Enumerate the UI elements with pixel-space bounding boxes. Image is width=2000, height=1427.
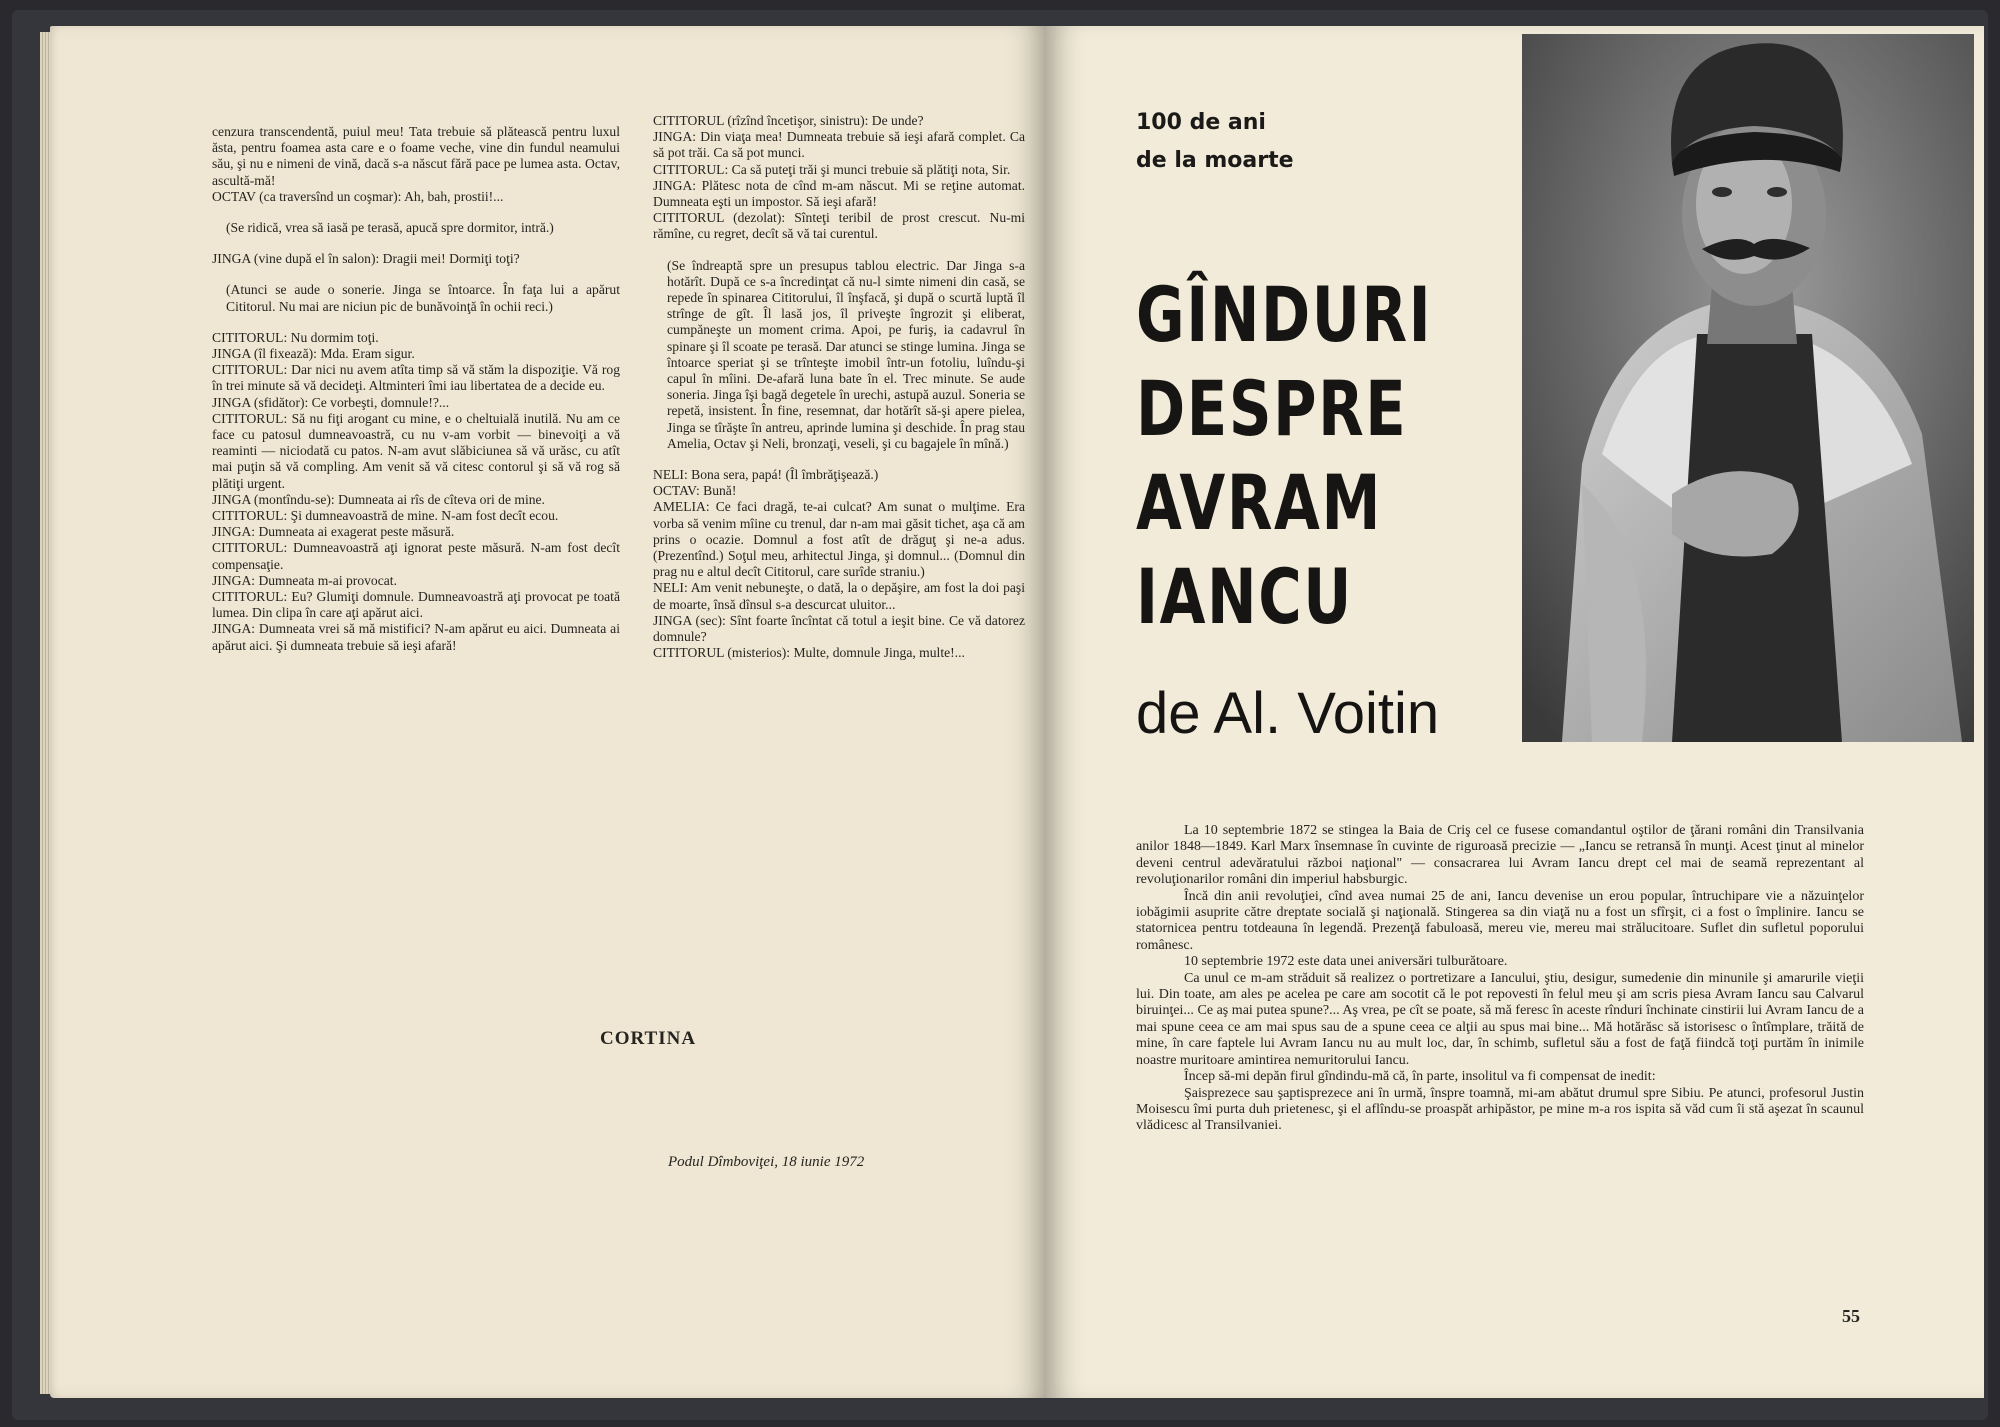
signoff-place-date: Podul Dîmboviţei, 18 iunie 1972 [668,1154,865,1170]
kicker [1136,104,1294,180]
article-paragraph: 10 septembrie 1972 este data unei aniversări tulburătoare. [1184,954,1508,970]
title-line-2: DESPRE [1136,364,1408,453]
article-title [1136,268,1516,644]
byline: de Al. Voitin [1136,681,1440,746]
dialogue-line: CITITORUL (misterios): Multe, domnule Jinga, multe!... [653,645,965,661]
play-text-column-left [212,124,620,654]
stage-direction: (Atunci se aude o sonerie. Jinga se întoarce. În faţa lui a apărut Cititorul. Nu mai are niciun pic de bunăvoinţă în ochii reci.) [226,282,620,314]
stage-direction: (Se îndreaptă spre un presupus tablou electric. Dar Jinga s-a hotărît. După ce s-a încredinţat că nu-l simte nimeni din casă, se repede în spinarea Cititorului, îl înşfacă, şi după o scurtă luptă îl strînge de gît. Îl lasă jos, îl priveşte îngrozit şi eliberat, cumpăneşte un moment crima. Apoi, pe furiş, ia cadavrul în spinare şi îl scoate pe terasă. Dar atunci se stinge lumina. Jinga se întoarce speriat şi se trînteşte imobil într-un fotoliu, luîndu-şi capul în mîini. De-afară luna bate în el. Trec minute. Se aude soneria. Jinga îşi bagă degetele în urechi, astupă auzul. Soneria se repetă, insistent. În fine, resemnat, dar hotărît să-şi apere pielea, Jinga se tîrăşte în antreu, aprinde lumina şi deschide. În prag stau Amelia, Octav şi Neli, bronzaţi, veseli, şi cu bagajele în mînă.) [667,257,1025,451]
page-number: 55 [1842,1306,1860,1326]
dialogue-line: JINGA (sec): Sînt foarte încîntat că totul a ieşit bine. Ce vă datorez domnule? [653,612,1025,645]
article-paragraph: Şaisprezece sau şaptisprezece ani în urmă, înspre toamnă, mi-am abătut drumul spre Sibiu. Pe atunci, profesorul Justin Moisescu îmi purta duh prietenesc, şi el aflîndu-se proaspăt arhipăstor, pe mine m-a ros ispita să văd cum îi stă aşezat în scaunul vlădicesc al Transilvaniei. [1136,1085,1864,1134]
dialogue-line: JINGA (îl fixează): Mda. Eram sigur. [212,346,415,362]
kicker-line-2: de la moarte [1136,148,1294,173]
stage-direction: (Se ridică, vrea să iasă pe terasă, apucă spre dormitor, intră.) [226,220,554,236]
dialogue-line: JINGA (vine după el în salon): Dragii mei! Dormiţi toţi? [212,251,520,267]
dialogue-line: CITITORUL: Să nu fiţi arogant cu mine, e o cheltuială inutilă. Nu am ce face cu patosul dumneavoastră, cu nu v-am vorbit — binevoiţi a vă reaminti — niciodată cu patos. N-am avut slăbiciunea să vă urăsc, cu atît mai puţin să vă compling. Am venit să vă citesc contorul şi să vă rog să plătiţi urgent. [212,410,620,491]
dialogue-line: CITITORUL: Dumneavoastră aţi ignorat peste măsură. N-am fost decît compensaţie. [212,540,620,572]
play-text-column-right [653,113,1025,662]
title-line-4: IANCU [1136,552,1353,641]
dialogue-line: CITITORUL: Ca să puteţi trăi şi munci trebuie să plătiţi nota, Sir. [653,161,1011,177]
dialogue-line: JINGA: Dumneata m-ai provocat. [212,572,397,588]
article-paragraph: Încă din anii revoluţiei, cînd avea numai 25 de ani, Iancu devenise un erou popular, întruchipare vie a năzuinţelor iobăgimii asuprite către dreptate socială şi naţională. Stingerea sa din viaţă nu a fost un sfîrşit, ci a fost o împlinire. Iancu se statornicea pentru totdeauna în legendă. Prezenţă fabuloasă, mereu vie, mereu mai strălucitoare. Suflet din sufletul poporului românesc. [1136,888,1864,953]
curtain-label: CORTINA [600,1028,697,1049]
dialogue-line: CITITORUL: Nu dormim toţi. [212,329,379,345]
dialogue-line: JINGA: Din viaţa mea! Dumneata trebuie să ieşi afară complet. Ca să pot trăi. Ca să pot munci. [653,129,1025,161]
dialogue-line: JINGA (sfidător): Ce vorbeşti, domnule!?... [212,394,450,410]
article-paragraph: Ca unul ce m-am străduit să realizez o portretizare a Iancului, ştiu, desigur, sumedenie din minunile şi amarurile vieţii lui. Din toate, am ales pe acelea pe care am socotit că le pot repovesti în felul meu şi am scris piesa Avram Iancu sau Calvarul biruinţei... Ce aş mai putea spune?... Aş vrea, pe cît se poate, să mă feresc în aceste rînduri închinate cinstirii lui Avram Iancu de a mai spune ceea ce am mai spus sau de a spune ceea ce alţii au spus mai bine... Mă hotărăsc să istorisesc o întîmplare, trăită de mine, în care faptele lui Avram Iancu nu au mult loc, dar, în schimb, sufletul său a fost de faţă fiindcă toţi purtăm în inimile noastre muritoare amintirea nemuritorului Iancu. [1136,970,1864,1068]
portrait-illustration [1522,34,1974,742]
dialogue-line: NELI: Bona sera, papá! (Îl îmbrăţişează.) [653,467,879,483]
dialogue-line: AMELIA: Ce faci dragă, te-ai culcat? Am sunat o mulţime. Era vorba să venim mîine cu trenul, dar n-am mai găsit tichet, aşa că am prins o ocazie. Domnul a fost atît de drăguţ şi ne-a adus. (Prezentînd.) Soţul meu, arhitectul Jinga, şi domnul... (Domnul din prag nu e altul decît Cititorul, care surîde straniu.) [653,499,1025,580]
dialogue-line: NELI: Am venit nebuneşte, o dată, la o depăşire, am fost la doi paşi de moarte, însă dînsul s-a descurcat uluitor... [653,580,1025,612]
dialogue-line: OCTAV (ca traversînd un coşmar): Ah, bah, prostii!... [212,188,504,204]
title-line-3: AVRAM [1136,458,1383,547]
dialogue-line: CITITORUL (dezolat): Sînteţi teribil de prost crescut. Nu-mi rămîne, cu regret, decît să vă tai curentul. [653,210,1025,242]
dialogue-line: CITITORUL (rîzînd încetişor, sinistru): De unde? [653,113,924,128]
dialogue-line: JINGA (montîndu-se): Dumneata ai rîs de cîteva ori de mine. [212,491,545,507]
dialogue-line: JINGA: Dumneata ai exagerat peste măsură. [212,524,455,540]
dialogue-line: JINGA: Plătesc nota de cînd m-am născut. Mi se reţine automat. Dumneata eşti un impostor. Să ieşi afară! [653,177,1025,210]
article-paragraph: Încep să-mi depăn firul gîndindu-mă că, în parte, insolitul va fi compensat de inedit: [1184,1069,1656,1085]
dialogue-line: JINGA: Dumneata vrei să mă mistifici? N-am apărut eu aici. Dumneata ai apărut aici. Şi dumneata trebuie să ieşi afară! [212,621,620,653]
dialogue-line: OCTAV: Bună! [653,483,737,499]
dialogue-line: CITITORUL: Şi dumneavoastră de mine. N-am fost decît ecou. [212,508,559,524]
dialogue-line: CITITORUL: Dar nici nu avem atîta timp să vă stăm la dispoziţie. Vă rog în trei minute să vă decideţi. Altminteri îmi iau libertatea de a decide eu. [212,362,620,394]
kicker-line-1: 100 de ani [1136,110,1266,135]
dialogue-line: CITITORUL: Eu? Glumiţi domnule. Dumneavoastră aţi provocat pe toată lumea. Din clipa în care aţi apărut aici. [212,589,620,621]
portrait-image [1522,34,1974,742]
article-body [1136,823,1864,1135]
dialogue-line: cenzura transcendentă, puiul meu! Tata trebuie să plătească pentru luxul ăsta, pentru foamea asta care e o foame veche, vine din fundul neamului său, şi nu e nimeni de vină, dacă s-a născut fără pace pe lumea asta. Octav, ascultă-mă! [212,124,620,188]
title-line-1: GÎNDURI [1136,270,1433,359]
article-paragraph: La 10 septembrie 1872 se stingea la Baia de Criş cel ce fusese comandantul oştilor de ţărani români din Transilvania anilor 1848—1849. Karl Marx însemnase în cuvinte de riguroasă precizie — „Iancu se retransă în munţi. Acest ţinut al minelor deveni centrul adevăratului război naţional" — consacrarea lui Avram Iancu drept cel mai de seamă reprezentant al revoluţionarilor români din imperiul habsburgic. [1136,823,1864,888]
